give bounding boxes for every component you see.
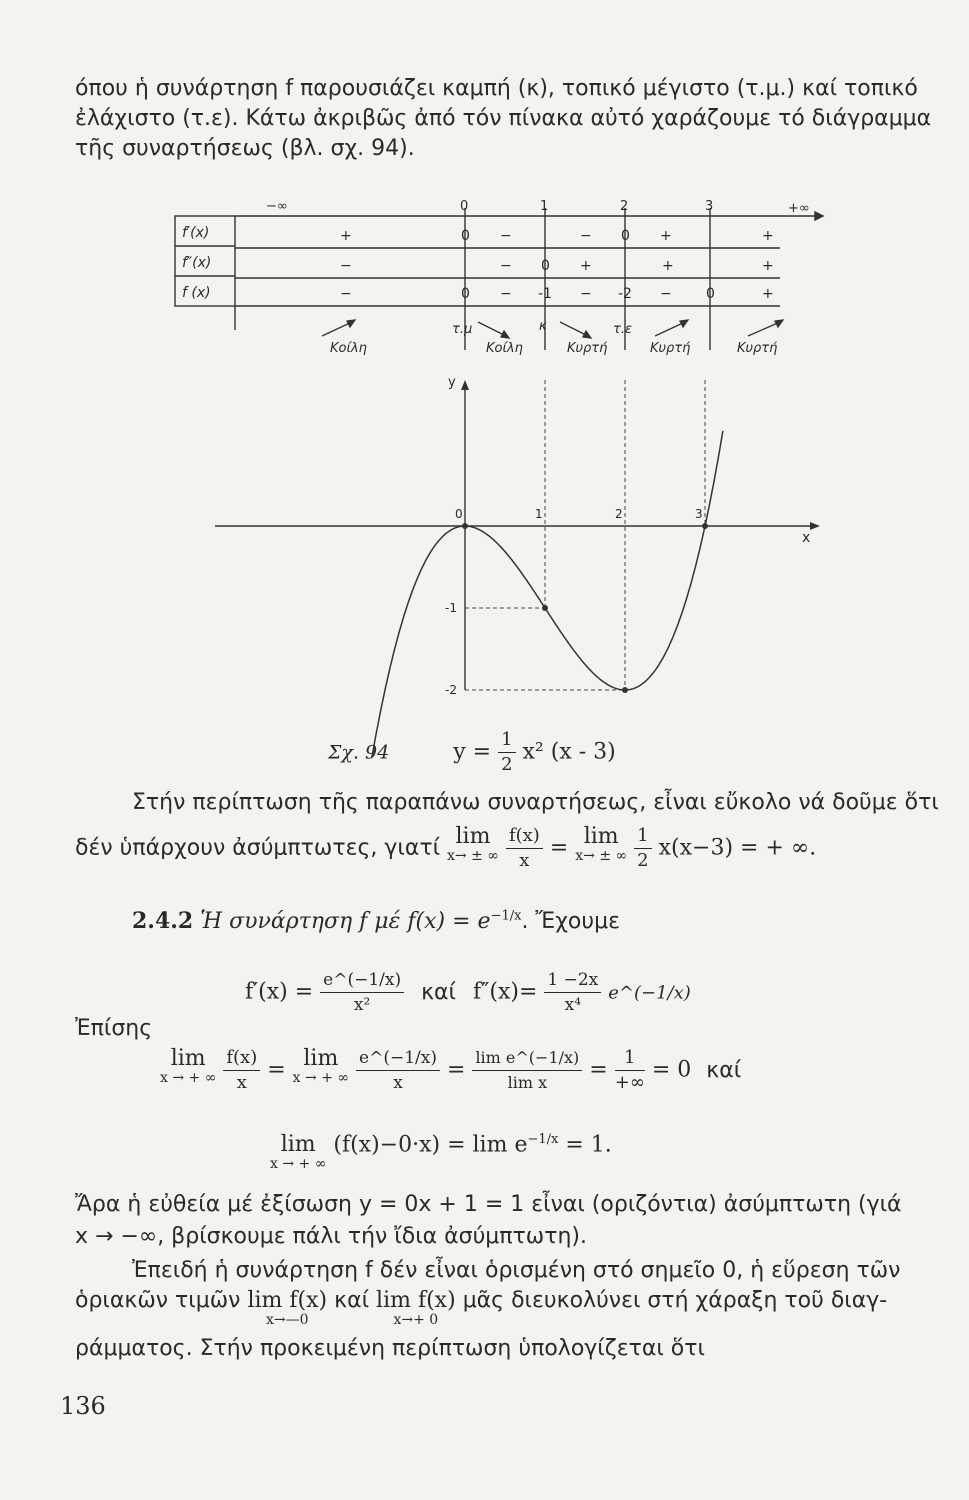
x-axis-label: x xyxy=(802,530,811,546)
sign: + xyxy=(340,228,352,244)
lim-left xyxy=(247,1288,327,1327)
hdr-1: 1 xyxy=(540,199,549,214)
sign: -1 xyxy=(538,286,552,302)
marked-point-0 xyxy=(462,523,468,529)
hdr-plus-inf: +∞ xyxy=(788,201,810,216)
num: 1 xyxy=(634,824,651,849)
fprime-label: f′(x) = xyxy=(245,979,314,1005)
para1-tail: x(x−3) = + ∞. xyxy=(658,835,817,861)
marked-point-1 xyxy=(542,605,548,611)
frac-e-x xyxy=(356,1046,440,1095)
intro-line-3: τῆς συναρτήσεως (βλ. σχ. 94). xyxy=(75,136,415,161)
x-tick-3: 3 xyxy=(695,507,703,521)
lim-sub: x→+ 0 xyxy=(393,1312,439,1328)
sign: + xyxy=(662,258,674,274)
lim-sub: x → + ∞ xyxy=(160,1070,217,1086)
section-after: . Ἔχουμε xyxy=(521,909,620,934)
lim-1 xyxy=(447,824,499,863)
row-f xyxy=(340,286,774,302)
x-axis-arrow-icon xyxy=(810,522,820,530)
arrow-up-icon xyxy=(322,322,352,336)
lim-2 xyxy=(575,824,627,863)
lim-a xyxy=(160,1046,216,1085)
curve xyxy=(372,431,723,758)
lim-b xyxy=(293,1046,349,1085)
y-tick--2: -2 xyxy=(445,683,457,697)
lim-word: lim xyxy=(303,1046,339,1071)
frac-fx-x xyxy=(506,824,543,873)
sign: + xyxy=(762,228,774,244)
sign: − xyxy=(340,286,352,302)
lim-word: lim xyxy=(455,824,491,849)
equals: = xyxy=(267,1057,286,1083)
limits2-tail: = 1. xyxy=(565,1132,612,1158)
limits2-lim-e: lim e xyxy=(472,1132,528,1158)
para1-line1: Στήν περίπτωση τῆς παραπάνω συναρτήσεως, εἶναι εὔκολο νά δοῦμε ὅτι xyxy=(132,790,939,815)
x-tick-0: 0 xyxy=(455,507,463,521)
section-number: 2.4.2 xyxy=(132,908,194,934)
point-local-min: τ.ε xyxy=(613,322,632,337)
den: x xyxy=(393,1073,403,1093)
fpp-label: f″(x)= xyxy=(473,979,538,1005)
caption-eq-right: x² (x - 3) xyxy=(522,739,616,765)
sign: 0 xyxy=(461,228,470,244)
label-fprime: f′(x) xyxy=(182,225,210,241)
den: x xyxy=(236,1072,247,1093)
num: f(x) xyxy=(506,824,543,849)
frac-half xyxy=(634,824,651,873)
num: 1 xyxy=(615,1046,645,1071)
sign-table xyxy=(175,208,823,350)
lim-sub: x→ ± ∞ xyxy=(575,848,628,864)
den: x xyxy=(519,850,530,871)
y-axis-label: y xyxy=(448,375,456,390)
lim-word: lim f(x) xyxy=(376,1288,456,1313)
equals: = xyxy=(589,1057,608,1083)
arrow-up-icon xyxy=(655,322,685,336)
limits-line-2 xyxy=(270,1132,612,1171)
row-fdoubleprime xyxy=(340,258,774,274)
marked-point-2 xyxy=(622,687,628,693)
para1-text: δέν ὑπάρχουν ἀσύμπτωτες, γιατί xyxy=(75,835,441,861)
limits2-exp: −1/x xyxy=(527,1132,559,1147)
para2-line3: Ἐπειδή ἡ συνάρτηση f δέν εἶναι ὁρισμένη στό σημεῖο 0, ἡ εὕρεση τῶν xyxy=(132,1258,901,1283)
derivatives-line xyxy=(245,968,691,1017)
page-number: 136 xyxy=(60,1392,106,1420)
caption-label: Σχ. 94 xyxy=(328,741,390,764)
sign: − xyxy=(580,228,592,244)
lim-sub: x→ ± ∞ xyxy=(447,848,499,864)
table-shape-labels xyxy=(330,341,778,356)
sign: + xyxy=(660,228,672,244)
sign: − xyxy=(500,228,512,244)
frac-lims xyxy=(472,1046,582,1095)
sign: + xyxy=(762,286,774,302)
y-tick-labels xyxy=(445,601,457,697)
sign: − xyxy=(500,286,512,302)
frac-fx-x-2 xyxy=(223,1046,260,1095)
marked-point-3 xyxy=(702,523,708,529)
limits2-body: (f(x)−0·x) = xyxy=(333,1132,466,1158)
para1-line2 xyxy=(75,824,816,873)
limits-line-1 xyxy=(160,1046,741,1095)
para2-line5: ράμματος. Στήν προκειμένη περίπτωση ὑπολογίζεται ὅτι xyxy=(75,1336,705,1361)
sign: − xyxy=(500,258,512,274)
section-exponent: −1/x xyxy=(490,908,522,924)
hdr-0: 0 xyxy=(460,199,469,214)
lim-sub: x → + ∞ xyxy=(270,1156,327,1172)
den: x⁴ xyxy=(564,995,582,1015)
intro-paragraph xyxy=(0,74,969,164)
sign: − xyxy=(340,258,352,274)
num: 1 xyxy=(498,728,515,753)
den: lim x xyxy=(507,1073,548,1092)
lim-right xyxy=(376,1288,456,1327)
arrow-down-icon xyxy=(478,322,506,336)
equals: = xyxy=(549,835,569,861)
also-word: Ἐπίσης xyxy=(75,1016,153,1041)
x-tick-2: 2 xyxy=(615,507,623,521)
caption-fraction xyxy=(498,728,515,777)
shape-label: Κοίλη xyxy=(330,341,367,356)
shape-label: Κυρτή xyxy=(737,341,778,356)
para2-line1: Ἄρα ἡ εὐθεία μέ ἐξίσωση y = 0x + 1 = 1 εἶναι (οριζόντια) ἀσύμπτωτη (γιά xyxy=(75,1192,902,1217)
sign: − xyxy=(660,286,672,302)
num: e^(−1/x) xyxy=(356,1046,440,1071)
sign: 0 xyxy=(541,258,550,274)
point-inflection: κ xyxy=(539,319,547,334)
sign: -2 xyxy=(618,286,632,302)
equals: = xyxy=(447,1057,466,1083)
shape-label: Κυρτή xyxy=(567,341,608,356)
den: 2 xyxy=(637,850,649,871)
hdr-3: 3 xyxy=(705,199,714,214)
sign: 0 xyxy=(706,286,715,302)
text: μᾶς διευκολύνει στή χάραξη τοῦ διαγ- xyxy=(462,1288,888,1313)
lim-word: lim xyxy=(280,1132,316,1157)
fprime-fraction xyxy=(320,968,404,1017)
num: f(x) xyxy=(223,1046,260,1071)
lim-sub: x→—0 xyxy=(266,1312,309,1328)
lim-word: lim f(x) xyxy=(247,1288,328,1313)
y-axis-arrow-icon xyxy=(461,380,469,390)
para2-line2: x → −∞, βρίσκουμε πάλι τήν ἴδια ἀσύμπτωτη). xyxy=(75,1224,587,1249)
para2-line4 xyxy=(75,1288,887,1327)
label-f: f (x) xyxy=(182,285,211,301)
y-tick--1: -1 xyxy=(445,601,457,615)
lim-word: lim xyxy=(170,1046,206,1071)
den: +∞ xyxy=(614,1072,645,1093)
lim-sub: x → + ∞ xyxy=(292,1070,350,1086)
caption-eq-left: y = xyxy=(453,739,492,765)
frac-one-inf xyxy=(615,1046,645,1095)
hdr-minus-inf: −∞ xyxy=(266,199,288,214)
den: x² xyxy=(353,995,371,1015)
fpp-fraction xyxy=(544,968,601,1017)
point-local-max: τ.μ xyxy=(452,322,473,337)
function-graph xyxy=(215,375,820,758)
sign: 0 xyxy=(461,286,470,302)
table-arrow-icon xyxy=(815,212,823,220)
fpp-tail: e^(−1/x) xyxy=(608,982,691,1004)
marked-points xyxy=(462,523,708,693)
kai-word: καί xyxy=(706,1057,742,1083)
den: 2 xyxy=(501,754,513,775)
x-tick-1: 1 xyxy=(535,507,543,521)
sign: + xyxy=(580,258,592,274)
intro-line-1: όπου ἡ συνάρτηση f παρουσιάζει καμπή (κ), τοπικό μέγιστο (τ.μ.) καί τοπικό xyxy=(75,76,918,101)
dashed-guides xyxy=(465,380,705,690)
num: lim e^(−1/x) xyxy=(472,1046,582,1071)
text: καί xyxy=(334,1288,370,1313)
shape-label: Κοίλη xyxy=(486,341,523,356)
row-fprime xyxy=(340,228,774,244)
section-heading xyxy=(132,908,620,934)
sign: + xyxy=(762,258,774,274)
x-tick-labels xyxy=(455,507,703,521)
table-row-labels xyxy=(182,225,211,301)
figure-94 xyxy=(0,190,969,770)
lim-word: lim xyxy=(583,824,619,849)
text: ὁριακῶν τιμῶν xyxy=(75,1288,241,1313)
table-point-labels xyxy=(452,319,632,337)
limits1-tail: = 0 xyxy=(651,1057,692,1083)
section-title: Ἡ συνάρτηση f μέ f(x) = e xyxy=(200,909,491,934)
lim-c xyxy=(270,1132,326,1171)
hdr-2: 2 xyxy=(620,199,629,214)
arrow-down-icon xyxy=(560,322,588,336)
sign: − xyxy=(580,286,592,302)
intro-line-2: ἐλάχιστο (τ.ε). Κάτω ἀκριβῶς ἀπό τόν πίνακα αὐτό χαράζουμε τό διάγραμμα xyxy=(75,106,932,131)
and-word: καί xyxy=(421,979,457,1005)
table-header xyxy=(266,199,810,216)
sign: 0 xyxy=(621,228,630,244)
arrow-up-icon xyxy=(748,322,780,336)
num: e^(−1/x) xyxy=(320,968,404,993)
figure-caption xyxy=(328,728,616,777)
num: 1 −2x xyxy=(544,968,601,993)
monotonic-arrows xyxy=(322,320,783,338)
shape-label: Κυρτή xyxy=(650,341,691,356)
label-fdoubleprime: f″(x) xyxy=(182,255,212,271)
